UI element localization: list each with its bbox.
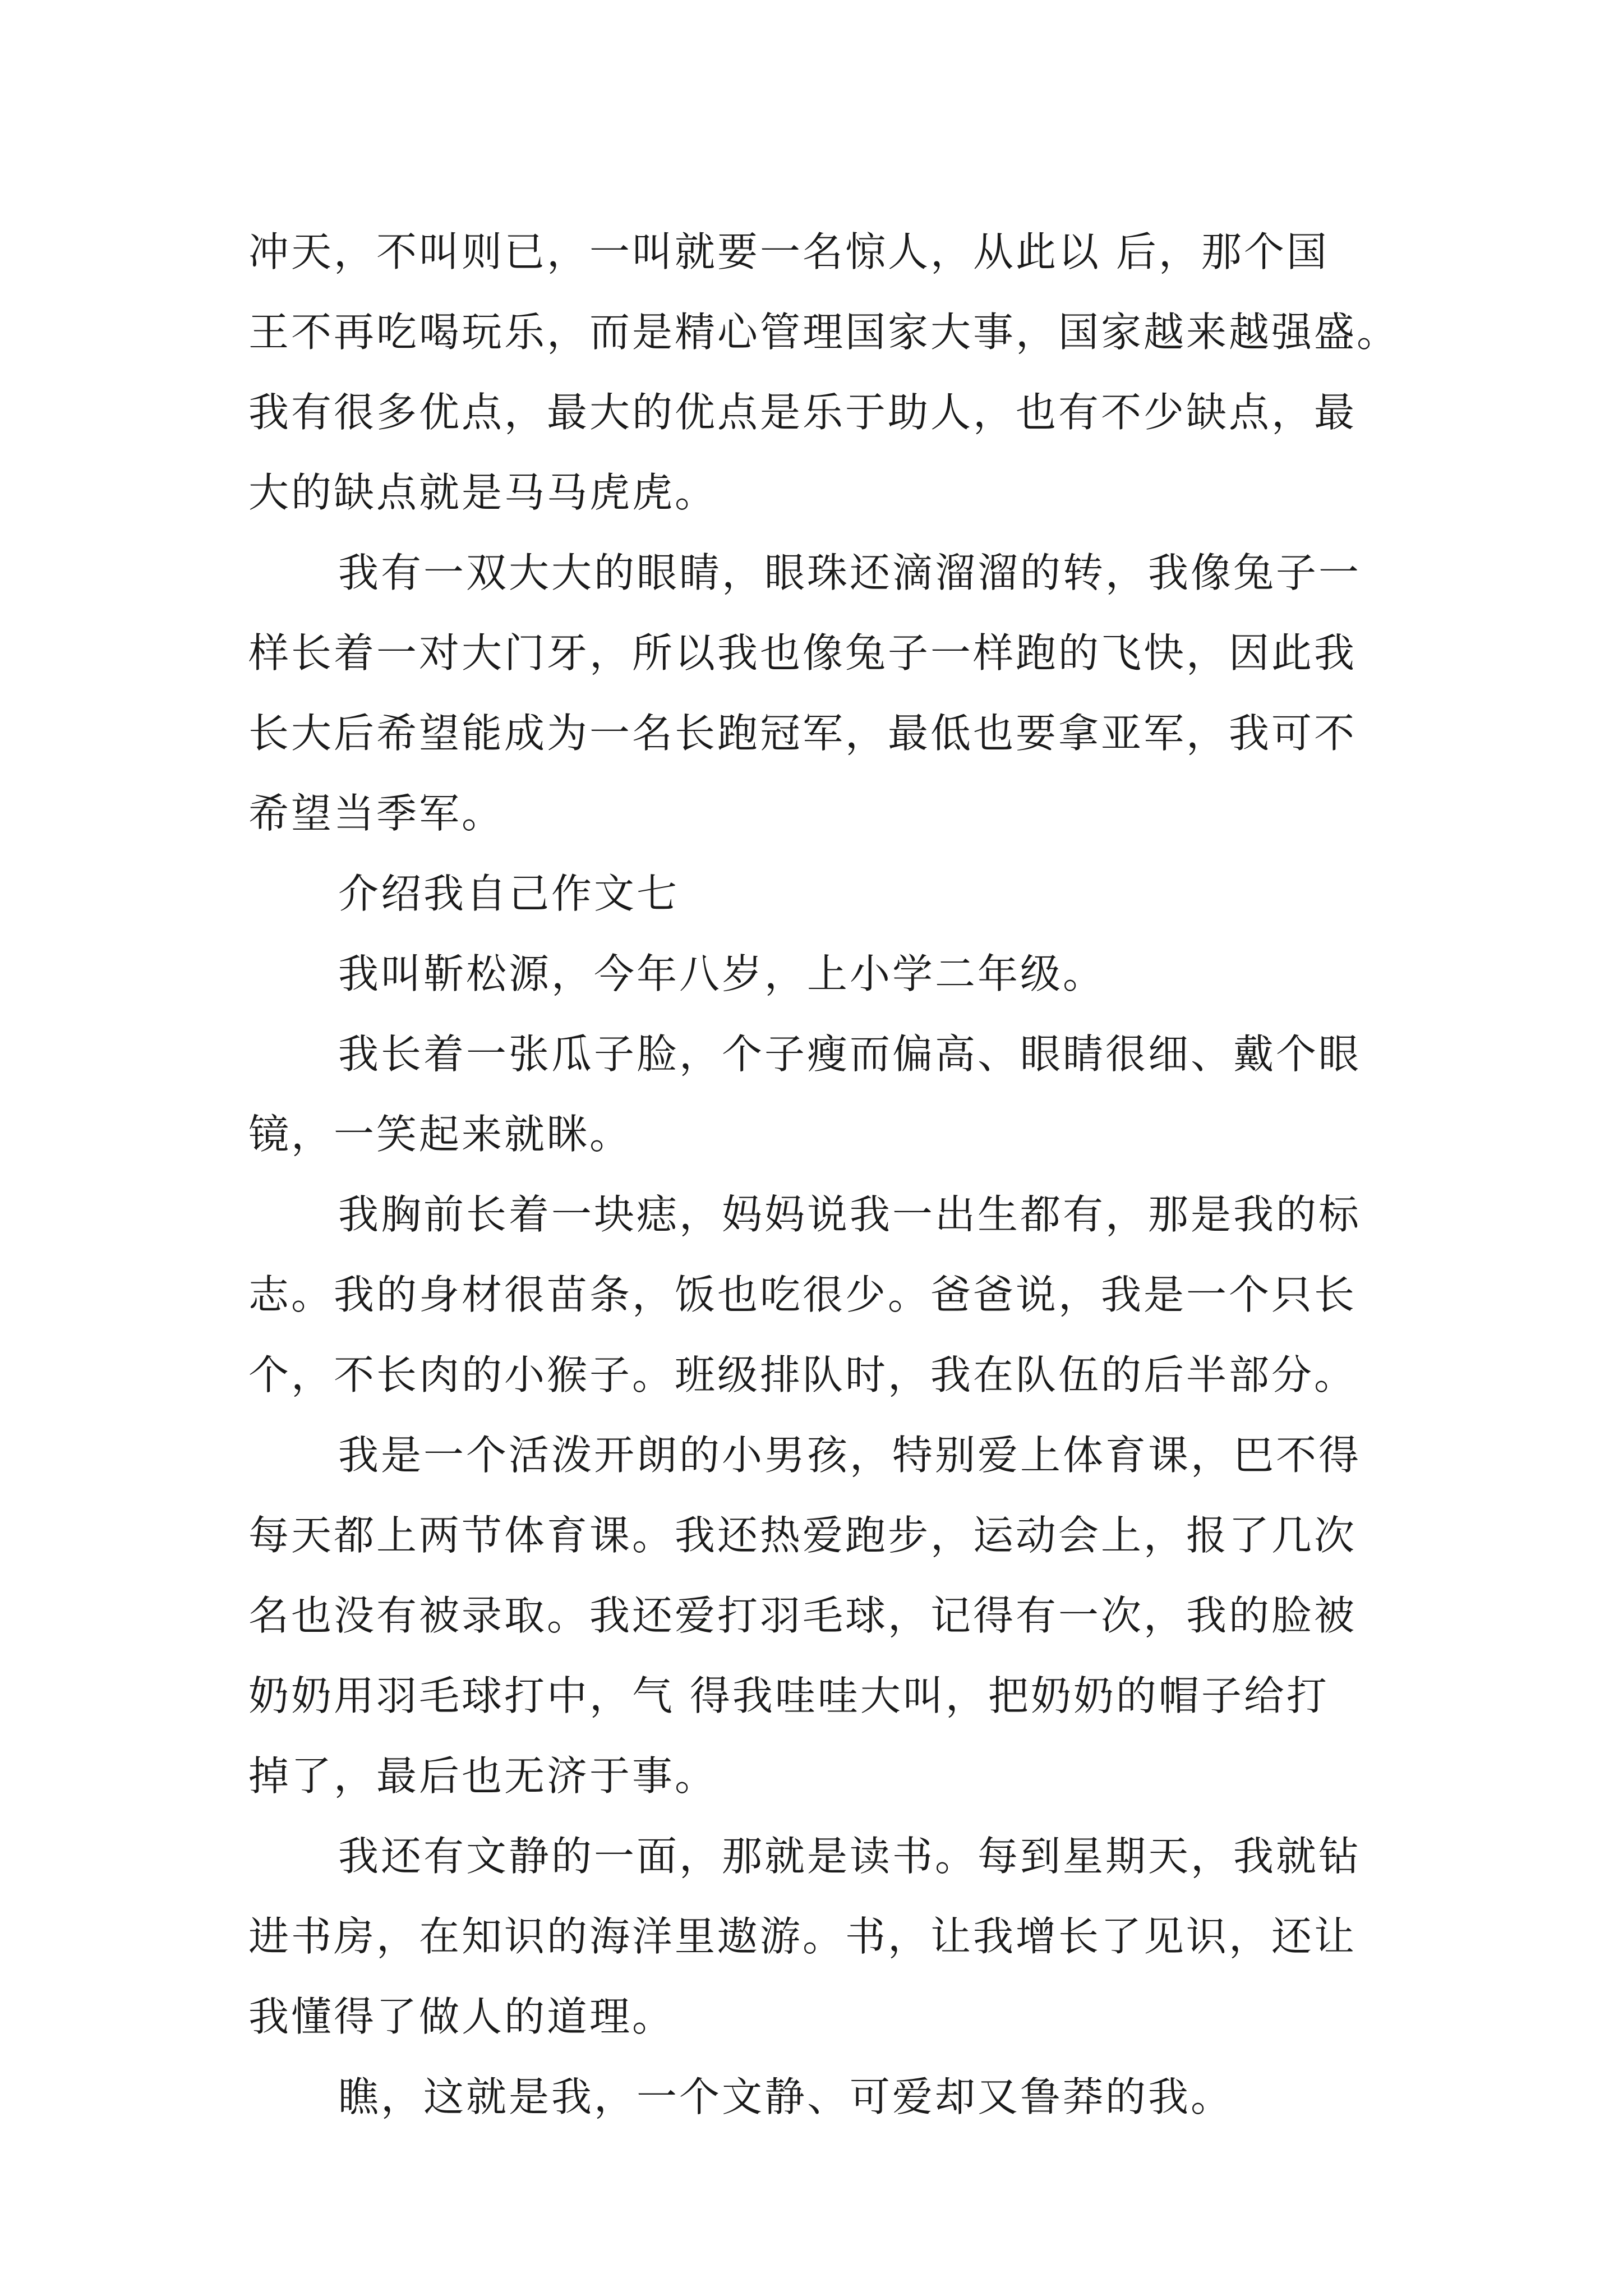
text-line: 长大后希望能成为一名长跑冠军，最低也要拿亚军，我可不: [248, 710, 1357, 757]
text-line: 瞧，这就是我，一个文静、可爱却又鲁莽的我。: [338, 2073, 1234, 2120]
text-line: 大的缺点就是马马虎虎。: [248, 469, 718, 516]
text-line: 我是一个活泼开朗的小男孩，特别爱上体育课，巴不得: [338, 1432, 1362, 1479]
text-line: 我胸前长着一块痣，妈妈说我一出生都有，那是我的标: [338, 1191, 1362, 1238]
text-line: 志。我的身材很苗条，饭也吃很少。爸爸说，我是一个只长: [248, 1271, 1357, 1318]
text-line: 进书房，在知识的海洋里遨游。书，让我增长了见识，还让: [248, 1913, 1357, 1960]
text-line: 名也没有被录取。我还爱打羽毛球，记得有一次，我的脸被: [248, 1592, 1357, 1639]
text-line: 我有很多优点，最大的优点是乐于助人，也有不少缺点，最: [248, 389, 1357, 436]
section-heading: 介绍我自己作文七: [338, 870, 680, 917]
text-line: 样长着一对大门牙，所以我也像兔子一样跑的飞快，因此我: [248, 629, 1357, 677]
text-line: 每天都上两节体育课。我还热爱跑步，运动会上，报了几次: [248, 1512, 1357, 1559]
text-line: 我长着一张瓜子脸，个子瘦而偏高、眼睛很细、戴个眼: [338, 1030, 1362, 1078]
text-line: 我叫靳松源，今年八岁，上小学二年级。: [338, 950, 1106, 997]
text-line: 冲天，不叫则已，一叫就要一名惊人，从此以 后，那个国: [248, 228, 1329, 275]
text-line: 我还有文静的一面，那就是读书。每到星期天，我就钻: [338, 1833, 1362, 1880]
text-line: 掉了，最后也无济于事。: [248, 1752, 718, 1800]
text-line: 我懂得了做人的道理。: [248, 1993, 675, 2040]
text-line: 王不再吃喝玩乐，而是精心管理国家大事，国家越来越强盛。: [248, 309, 1400, 356]
text-line: 希望当季军。: [248, 790, 505, 837]
text-line: 我有一双大大的眼睛，眼珠还滴溜溜的转，我像兔子一: [338, 549, 1362, 596]
text-line: 个，不长肉的小猴子。班级排队时，我在队伍的后半部分。: [248, 1351, 1357, 1398]
essay-text: [248, 212, 1400, 2137]
text-line: 镜，一笑起来就眯。: [248, 1111, 633, 1158]
text-line: 奶奶用羽毛球打中，气 得我哇哇大叫，把奶奶的帽子给打: [248, 1672, 1329, 1719]
